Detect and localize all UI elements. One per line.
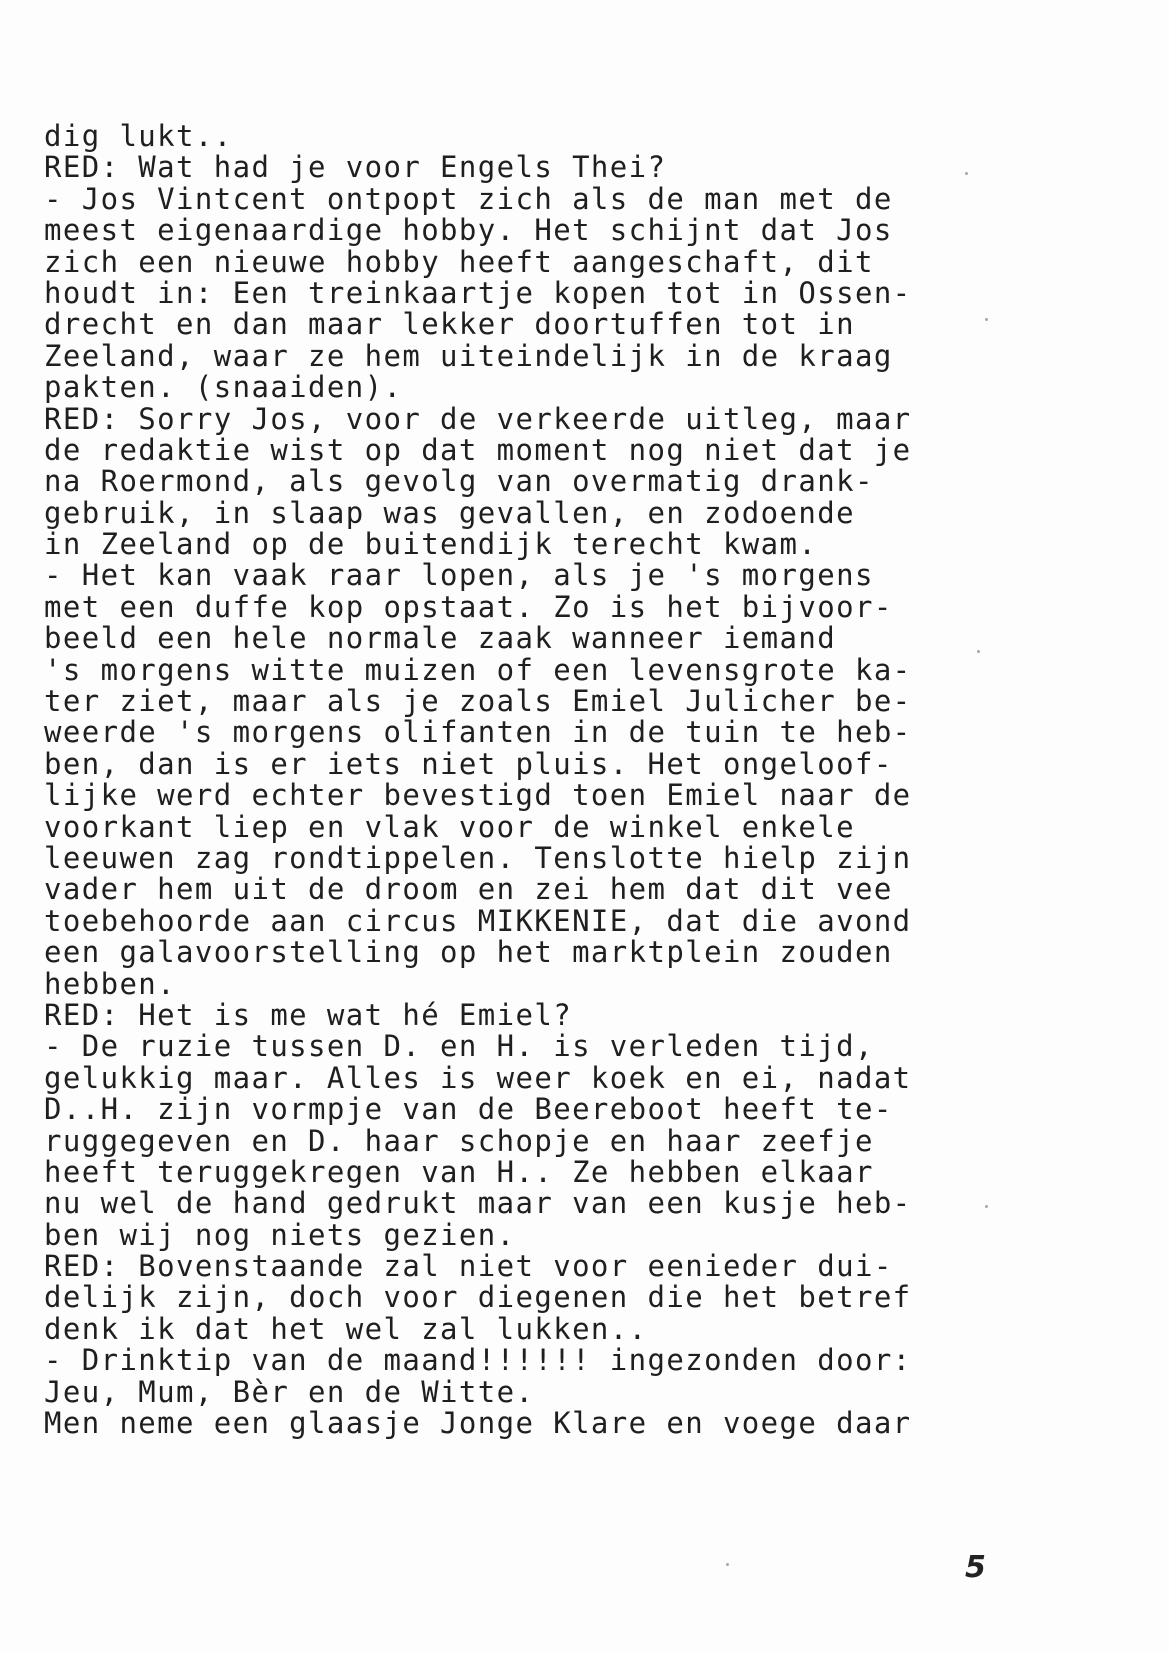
- scan-speck: [726, 1563, 729, 1566]
- scan-speck: [985, 1205, 988, 1208]
- text-line: RED: Bovenstaande zal niet voor eenieder dui-: [44, 1249, 893, 1284]
- text-line: houdt in: Een treinkaartje kopen tot in Ossen-: [44, 275, 912, 310]
- text-line: gelukkig maar. Alles is weer koek en ei, nadat: [44, 1060, 912, 1095]
- text-line: dig lukt..: [44, 119, 233, 153]
- text-line: denk ik dat het wel zal lukken..: [44, 1311, 648, 1346]
- text-line: ben, dan is er iets niet pluis. Het ongeloof-: [44, 746, 893, 781]
- text-line: - Het kan vaak raar lopen, als je 's morgens: [44, 558, 874, 593]
- text-line: voorkant liep en vlak voor de winkel enkele: [44, 809, 855, 844]
- text-line: hebben.: [44, 966, 177, 1001]
- text-line: meest eigenaardige hobby. Het schijnt dat Jos: [44, 213, 893, 248]
- text-line: lijke werd echter bevestigd toen Emiel naar de: [44, 778, 912, 813]
- text-line: beeld een hele normale zaak wanneer iemand: [44, 621, 837, 656]
- scan-speck: [965, 172, 968, 175]
- text-line: toebehoorde aan circus MIKKENIE, dat die avond: [44, 903, 912, 938]
- text-line: delijk zijn, doch voor diegenen die het betref: [44, 1280, 912, 1315]
- text-line: Zeeland, waar ze hem uiteindelijk in de kraag: [44, 338, 893, 373]
- text-line: 's morgens witte muizen of een levensgrote ka-: [44, 652, 912, 687]
- scan-speck: [977, 650, 980, 653]
- text-line: weerde 's morgens olifanten in de tuin te heb-: [44, 715, 912, 750]
- text-line: met een duffe kop opstaat. Zo is het bijvoor-: [44, 589, 893, 624]
- text-line: ter ziet, maar als je zoals Emiel Julicher be-: [44, 684, 912, 719]
- text-line: na Roermond, als gevolg van overmatig drank-: [44, 464, 874, 499]
- text-line: zich een nieuwe hobby heeft aangeschaft, dit: [44, 244, 874, 279]
- text-line: leeuwen zag rondtippelen. Tenslotte hielp zijn: [44, 840, 912, 875]
- text-line: een galavoorstelling op het marktplein zouden: [44, 935, 893, 970]
- text-line: RED: Sorry Jos, voor de verkeerde uitleg, maar: [44, 401, 912, 436]
- text-line: vader hem uit de droom en zei hem dat dit vee: [44, 872, 893, 907]
- text-line: ben wij nog niets gezien.: [44, 1217, 516, 1252]
- text-line: Men neme een glaasje Jonge Klare en voege daar: [44, 1406, 912, 1441]
- text-line: nu wel de hand gedrukt maar van een kusje heb-: [44, 1186, 912, 1221]
- text-line: - Drinktip van de maand!!!!!! ingezonden door:: [44, 1343, 912, 1378]
- text-line: ruggegeven en D. haar schopje en haar zeefje: [44, 1123, 874, 1158]
- text-line: drecht en dan maar lekker doortuffen tot in: [44, 307, 855, 342]
- text-line: D..H. zijn vormpje van de Beereboot heeft te-: [44, 1092, 893, 1127]
- text-line: RED: Het is me wat hé Emiel?: [44, 997, 573, 1032]
- text-line: - Jos Vintcent ontpopt zich als de man met de: [44, 181, 893, 216]
- text-line: - De ruzie tussen D. en H. is verleden tijd,: [44, 1029, 874, 1064]
- text-line: de redaktie wist op dat moment nog niet dat je: [44, 432, 912, 467]
- text-line: gebruik, in slaap was gevallen, en zodoende: [44, 495, 855, 530]
- text-line: heeft teruggekregen van H.. Ze hebben elkaar: [44, 1154, 874, 1189]
- scan-speck: [985, 318, 988, 321]
- text-line: Jeu, Mum, Bèr en de Witte.: [44, 1374, 535, 1409]
- text-line: in Zeeland op de buitendijk terecht kwam.: [44, 527, 818, 562]
- text-line: pakten. (snaaiden).: [44, 370, 403, 405]
- text-line: RED: Wat had je voor Engels Thei?: [44, 150, 667, 185]
- body-text: [44, 121, 1004, 1439]
- page-number: 5: [965, 1550, 986, 1585]
